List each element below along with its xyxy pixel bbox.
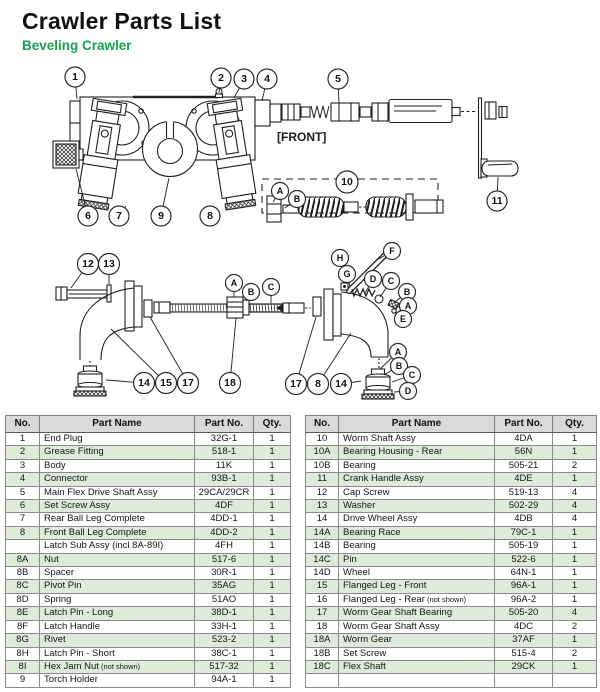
cell-qty: 1 [254,446,291,459]
callout-label: 2 [218,72,224,84]
cell-no: 8H [6,647,40,660]
cell-no: 18C [306,660,339,673]
cell-name: Latch Pin - Long [40,607,195,620]
cell-no: 18A [306,634,339,647]
table-row [306,513,597,526]
cell-no [306,674,339,687]
cell-part: 30R-1 [195,567,254,580]
cell-name: Hex Jam Nut (not shown) [40,660,195,673]
callout-label: B [403,287,411,297]
cell-name: Bearing [339,540,495,553]
callout-label: B [247,287,255,297]
column-header-part: Part No. [195,416,254,433]
cell-name: Grease Fitting [40,446,195,459]
cell-name: Worm Gear Shaft Assy [339,620,495,633]
cell-part: 29CK [495,660,553,673]
cell-qty: 1 [553,580,597,593]
table-row [306,634,597,647]
cell-name: Latch Sub Assy (incl 8A-89I) [40,540,195,553]
table-row [306,446,597,459]
callout-label: C [387,276,395,286]
cell-part: 4DD-1 [195,513,254,526]
table-row [6,540,291,553]
cell-name: End Plug [40,433,195,446]
cell-no: 8B [6,567,40,580]
cell-name: Bearing [339,459,495,472]
cell-no: 13 [306,500,339,513]
cell-qty: 1 [254,473,291,486]
table-row [306,553,597,566]
cell-part: 4DF [195,500,254,513]
cell-part: 522-6 [495,553,553,566]
cell-qty: 1 [553,553,597,566]
callout-label: E [399,314,407,324]
cell-no: 16 [306,593,339,606]
cell-part: 93B-1 [195,473,254,486]
table-row [6,620,291,633]
cell-part: 37AF [495,634,553,647]
cell-name: Connector [40,473,195,486]
table-row [306,674,597,687]
callout-label: 7 [116,210,122,222]
callout-label: 8 [315,378,321,390]
table-row [306,459,597,472]
cell-qty: 1 [553,526,597,539]
cell-part: 4DA [495,433,553,446]
main-assembly-drawing [53,89,518,223]
cell-qty: 1 [254,486,291,499]
cell-part: 4DE [495,473,553,486]
callout-label: 6 [85,210,91,222]
cell-name: Bearing Race [339,526,495,539]
cell-no: 8I [6,660,40,673]
cell-qty: 1 [553,634,597,647]
cell-no: 14A [306,526,339,539]
page-header [22,8,221,53]
cell-qty: 1 [254,540,291,553]
cell-qty: 1 [254,593,291,606]
cell-part [495,674,553,687]
cell-part: 96A-2 [495,593,553,606]
cell-qty: 1 [254,513,291,526]
cell-part: 56N [495,446,553,459]
cell-qty: 1 [254,553,291,566]
column-header-name: Part Name [40,416,195,433]
callout-label: D [369,274,377,284]
cell-qty: 1 [254,674,291,687]
cell-part: 51AO [195,593,254,606]
parts-table-right [305,415,597,688]
callout-label: H [336,253,344,263]
cell-qty: 1 [553,540,597,553]
table-row [6,459,291,472]
column-header-qty: Qty. [254,416,291,433]
cell-name: Pin [339,553,495,566]
table-row [6,433,291,446]
cell-qty: 1 [553,446,597,459]
table-row [306,660,597,673]
cell-no: 6 [6,500,40,513]
cell-name: Flex Shaft [339,660,495,673]
cell-qty: 1 [254,567,291,580]
callout-label: C [408,370,416,380]
cell-qty: 1 [553,660,597,673]
cell-part: 33H-1 [195,620,254,633]
cell-no: 10B [306,459,339,472]
cell-no: 14B [306,540,339,553]
cell-part: 4FH [195,540,254,553]
table-row [6,660,291,673]
cell-qty: 1 [553,433,597,446]
callout-label: 3 [241,73,247,85]
cell-qty: 1 [553,473,597,486]
cell-no: 4 [6,473,40,486]
cell-name: Torch Holder [40,674,195,687]
cell-name: Washer [339,500,495,513]
cell-qty: 2 [553,620,597,633]
table-row [6,607,291,620]
callout-label: 12 [82,258,94,270]
cell-qty: 1 [254,660,291,673]
callout-label: F [389,246,395,256]
cell-no: 10A [306,446,339,459]
column-header-name: Part Name [339,416,495,433]
callout-label: C [267,282,275,292]
cell-part: 518-1 [195,446,254,459]
cell-part: 4DD-2 [195,526,254,539]
cell-no: 8E [6,607,40,620]
cell-no: 3 [6,459,40,472]
callout-label: 1 [72,71,78,83]
cell-no: 2 [6,446,40,459]
cell-no: 10 [306,433,339,446]
cell-qty: 2 [553,647,597,660]
table-row [306,593,597,606]
cell-name: Worm Shaft Assy [339,433,495,446]
cell-part: 505-20 [495,607,553,620]
table-row [6,513,291,526]
table-row [6,553,291,566]
cell-no: 8G [6,634,40,647]
cell-name: Nut [40,553,195,566]
front-label: [FRONT] [277,130,327,144]
cell-name: Latch Handle [40,620,195,633]
cell-no: 17 [306,607,339,620]
cell-name: Main Flex Drive Shaft Assy [40,486,195,499]
cell-name: Front Ball Leg Complete [40,526,195,539]
table-row [306,473,597,486]
cell-name: Rivet [40,634,195,647]
cell-name: Cap Screw [339,486,495,499]
cell-no: 1 [6,433,40,446]
cell-qty: 1 [254,620,291,633]
page-title: Crawler Parts List [22,8,222,34]
cell-no: 12 [306,486,339,499]
cell-qty: 1 [254,500,291,513]
cell-part: 32G-1 [195,433,254,446]
callout-label: 14 [138,377,150,389]
cell-name: Bearing Housing - Rear [339,446,495,459]
cell-name: Set Screw Assy [40,500,195,513]
table-row [6,634,291,647]
callout-label: 9 [158,210,164,222]
column-header-part: Part No. [495,416,553,433]
cell-no [6,540,40,553]
cell-part: 11K [195,459,254,472]
cell-part: 517-6 [195,553,254,566]
callout-label: 18 [224,377,236,389]
table-row [306,500,597,513]
cell-part: 4DB [495,513,553,526]
callout-label: 5 [335,73,341,85]
cell-qty: 2 [553,459,597,472]
callout-label: A [394,347,402,357]
table-row [306,486,597,499]
table-row [6,567,291,580]
cell-name: Set Screw [339,647,495,660]
table-row [6,473,291,486]
cell-no: 14D [306,567,339,580]
table-row [6,446,291,459]
cell-part: 29CA/29CR [195,486,254,499]
table-row [306,567,597,580]
table-row [306,647,597,660]
cell-qty: 1 [553,593,597,606]
cell-qty: 1 [254,607,291,620]
table-row [6,593,291,606]
table-row [6,500,291,513]
callout-label: D [404,386,412,396]
callout-label: 8 [207,210,213,222]
callout-label: 17 [182,377,194,389]
cell-no: 8C [6,580,40,593]
cell-part: 38D-1 [195,607,254,620]
table-row [6,580,291,593]
callout-label: 15 [160,377,172,389]
cell-part: 505-19 [495,540,553,553]
cell-qty: 1 [254,580,291,593]
cell-name: Spacer [40,567,195,580]
table-row [306,433,597,446]
cell-no: 11 [306,473,339,486]
table-row [6,647,291,660]
cell-no: 15 [306,580,339,593]
cell-part: 502-29 [495,500,553,513]
cell-part: 515-4 [495,647,553,660]
cell-part: 64N-1 [495,567,553,580]
not-shown-note: (not shown) [424,594,467,604]
column-header-no: No. [6,416,40,433]
cell-name: Drive Wheel Assy [339,513,495,526]
callout-label: A [230,278,238,288]
cell-name: Flanged Leg - Front [339,580,495,593]
cell-name: Worm Gear [339,634,495,647]
cell-name: Rear Ball Leg Complete [40,513,195,526]
cell-part: 94A-1 [195,674,254,687]
callout-label: 11 [491,195,503,207]
cell-no: 8 [6,526,40,539]
cell-no: 7 [6,513,40,526]
cell-name: Pivot Pin [40,580,195,593]
cell-name: Body [40,459,195,472]
cell-no: 14 [306,513,339,526]
cell-no: 18 [306,620,339,633]
cell-part: 35AG [195,580,254,593]
table-row [6,486,291,499]
cell-no: 8A [6,553,40,566]
callout-label: A [404,301,412,311]
cell-name: Spring [40,593,195,606]
cell-qty: 1 [254,433,291,446]
table-row [306,607,597,620]
cell-qty: 1 [254,526,291,539]
table-row [6,526,291,539]
callout-label: 17 [290,378,302,390]
table-row [6,674,291,687]
cell-name [339,674,495,687]
cell-part: 505-21 [495,459,553,472]
cell-no: 8D [6,593,40,606]
column-header-qty: Qty. [553,416,597,433]
cell-name: Latch Pin - Short [40,647,195,660]
table-row [306,620,597,633]
table-row [306,540,597,553]
parts-table-left [5,415,291,688]
cell-qty: 1 [254,647,291,660]
cell-name: Worm Gear Shaft Bearing [339,607,495,620]
callout-label: B [395,361,403,371]
cell-part: 523-2 [195,634,254,647]
cell-no: 14C [306,553,339,566]
cell-part: 517-32 [195,660,254,673]
cell-no: 8F [6,620,40,633]
cell-qty: 4 [553,513,597,526]
cell-part: 79C-1 [495,526,553,539]
cell-part: 38C-1 [195,647,254,660]
cell-name: Wheel [339,567,495,580]
not-shown-note: (not shown) [98,661,141,671]
cell-name: Crank Handle Assy [339,473,495,486]
cell-part: 519-13 [495,486,553,499]
cell-qty: 1 [254,634,291,647]
cell-part: 96A-1 [495,580,553,593]
callout-label: 4 [264,73,270,85]
callout-label: 14 [335,378,347,390]
table-row [306,580,597,593]
cell-no: 5 [6,486,40,499]
page-subtitle: Beveling Crawler [22,38,132,53]
table-row [306,526,597,539]
cell-no: 9 [6,674,40,687]
callout-label: A [276,186,284,196]
column-header-no: No. [306,416,339,433]
callout-label: 13 [103,258,115,270]
cell-name: Flanged Leg - Rear (not shown) [339,593,495,606]
cell-no: 18B [306,647,339,660]
callout-label: 10 [341,176,353,188]
cell-qty: 4 [553,607,597,620]
cell-qty: 1 [254,459,291,472]
cell-qty: 1 [553,567,597,580]
callout-label: B [293,194,301,204]
cell-qty: 4 [553,500,597,513]
callout-label: G [343,269,351,279]
cell-part: 4DC [495,620,553,633]
cell-qty: 4 [553,486,597,499]
cell-qty [553,674,597,687]
